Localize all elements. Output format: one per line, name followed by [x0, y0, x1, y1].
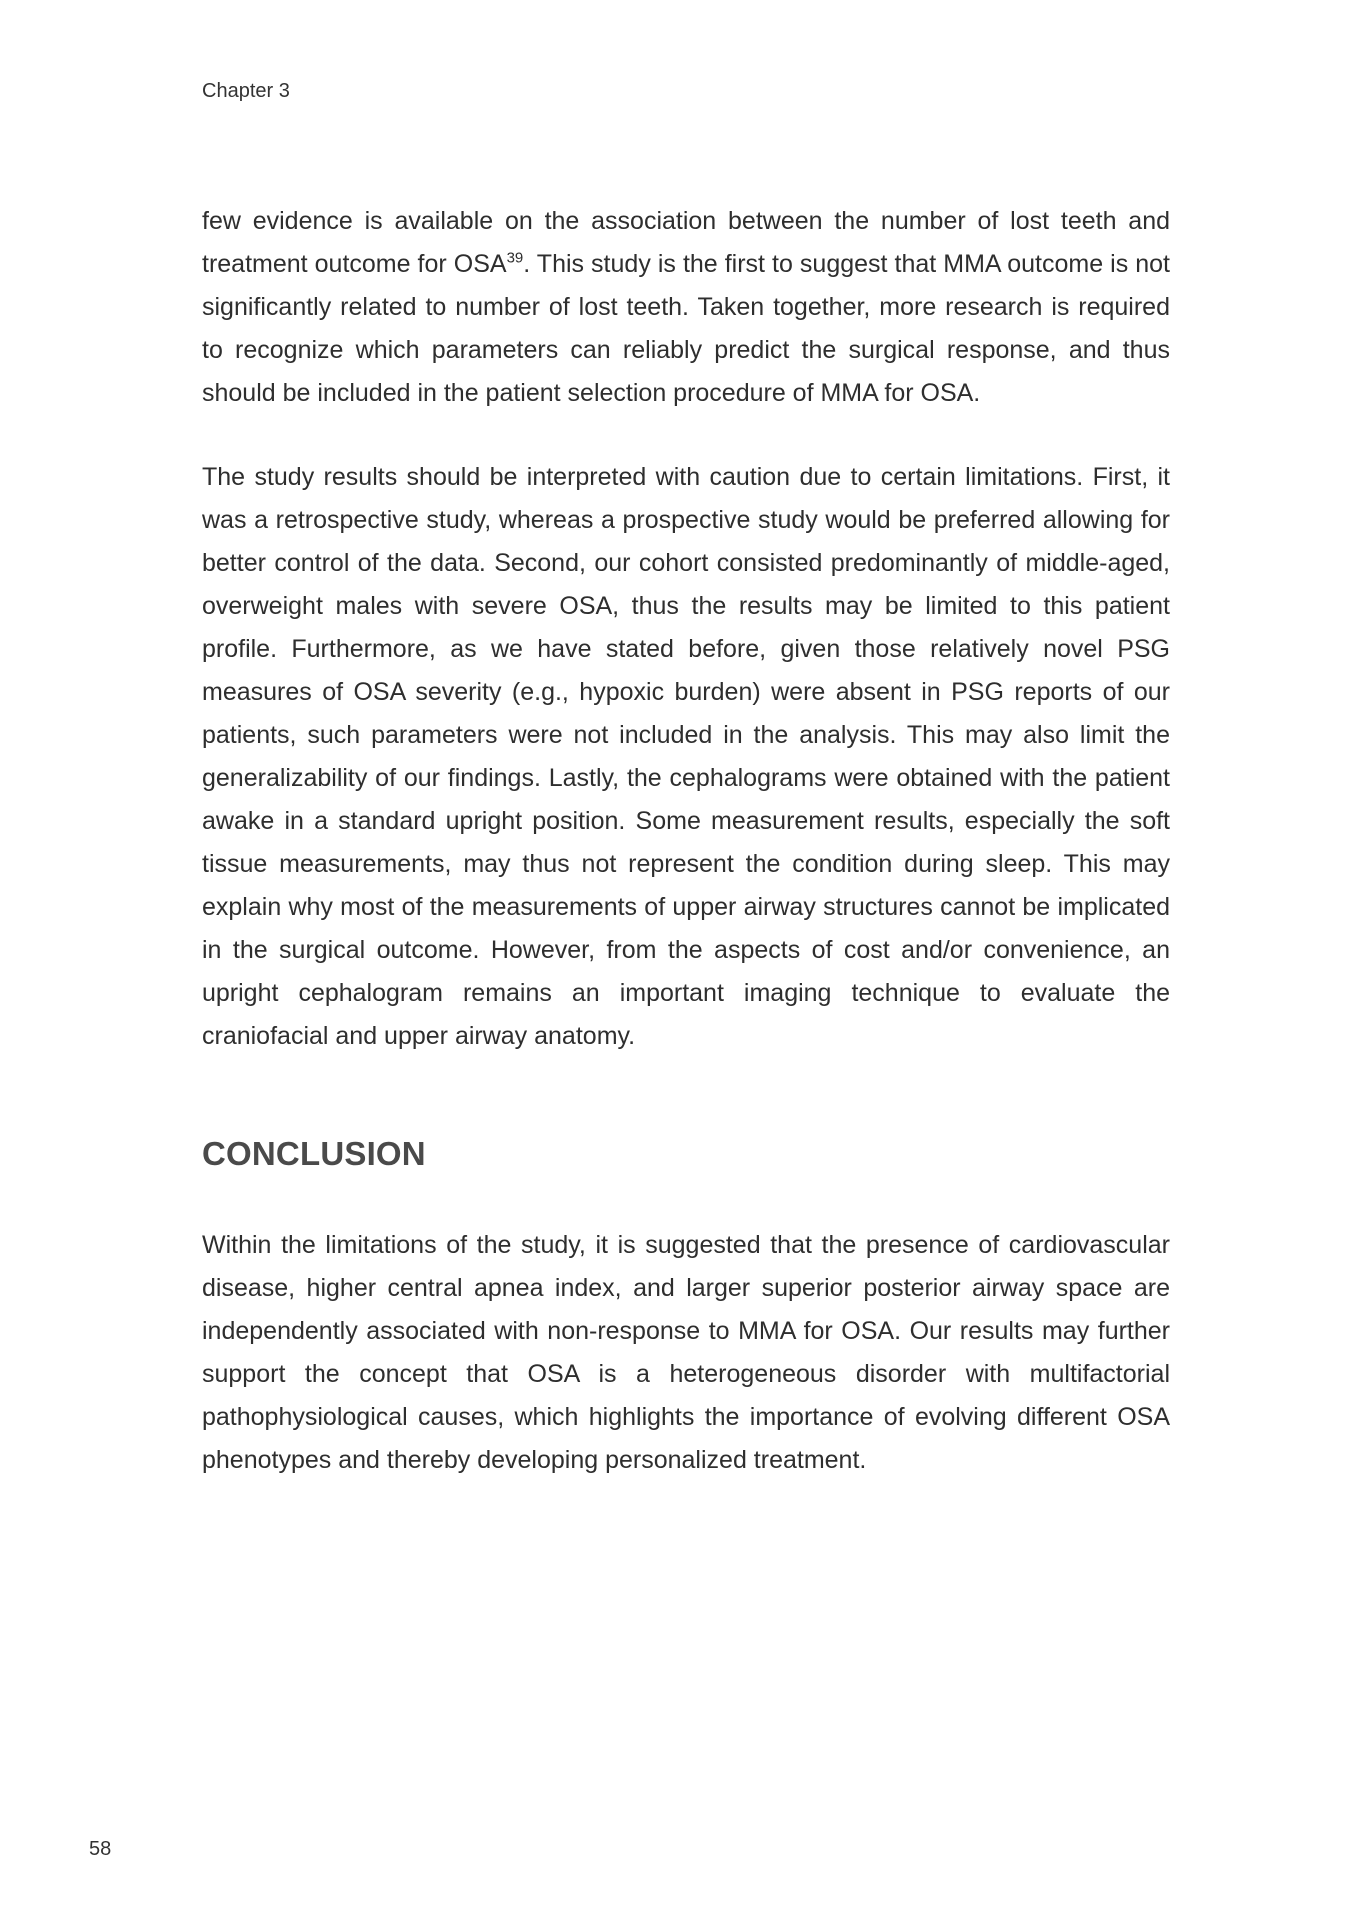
paragraph-text: few evidence is available on the association between the number of lost teeth and treatment outcome for OSA — [202, 207, 1170, 278]
page-number: 58 — [89, 1838, 112, 1860]
running-header: Chapter 3 — [202, 80, 290, 102]
section-heading-conclusion: CONCLUSION — [202, 1135, 426, 1172]
body-paragraph-1 — [202, 200, 1170, 415]
paragraph-text: . This study is the first to suggest that MMA outcome is not significantly related to number of lost teeth. Taken together, more research is required to recognize which parameters can reliably predict the surgical response, and thus should be included in the patient selection procedure of MMA for OSA. — [202, 250, 1171, 407]
conclusion-paragraph: Within the limitations of the study, it is suggested that the presence of cardiovascular disease, higher central apnea index, and larger superior posterior airway space are independently associated with non-response to MMA for OSA. Our results may further support the concept that OSA is a heterogeneous disorder with multifactorial pathophysiological causes, which highlights the importance of evolving different OSA phenotypes and thereby developing personalized treatment. — [202, 1231, 1170, 1474]
reference-superscript: 39 — [506, 249, 524, 267]
body-paragraph-2: The study results should be interpreted with caution due to certain limitations. First, it was a retrospective study, whereas a prospective study would be preferred allowing for better control of the data. Second, our cohort consisted predominantly of middle-aged, overweight males with severe OSA, thus the results may be limited to this patient profile. Furthermore, as we have stated before, given those relatively novel PSG measures of OSA severity (e.g., hypoxic burden) were absent in PSG reports of our patients, such parameters were not included in the analysis. This may also limit the generalizability of our findings. Lastly, the cephalograms were obtained with the patient awake in a standard upright position. Some measurement results, especially the soft tissue measurements, may thus not represent the condition during sleep. This may explain why most of the measurements of upper airway structures cannot be implicated in the surgical outcome. However, from the aspects of cost and/or convenience, an upright cephalogram remains an important imaging technique to evaluate the craniofacial and upper airway anatomy. — [202, 463, 1170, 1050]
